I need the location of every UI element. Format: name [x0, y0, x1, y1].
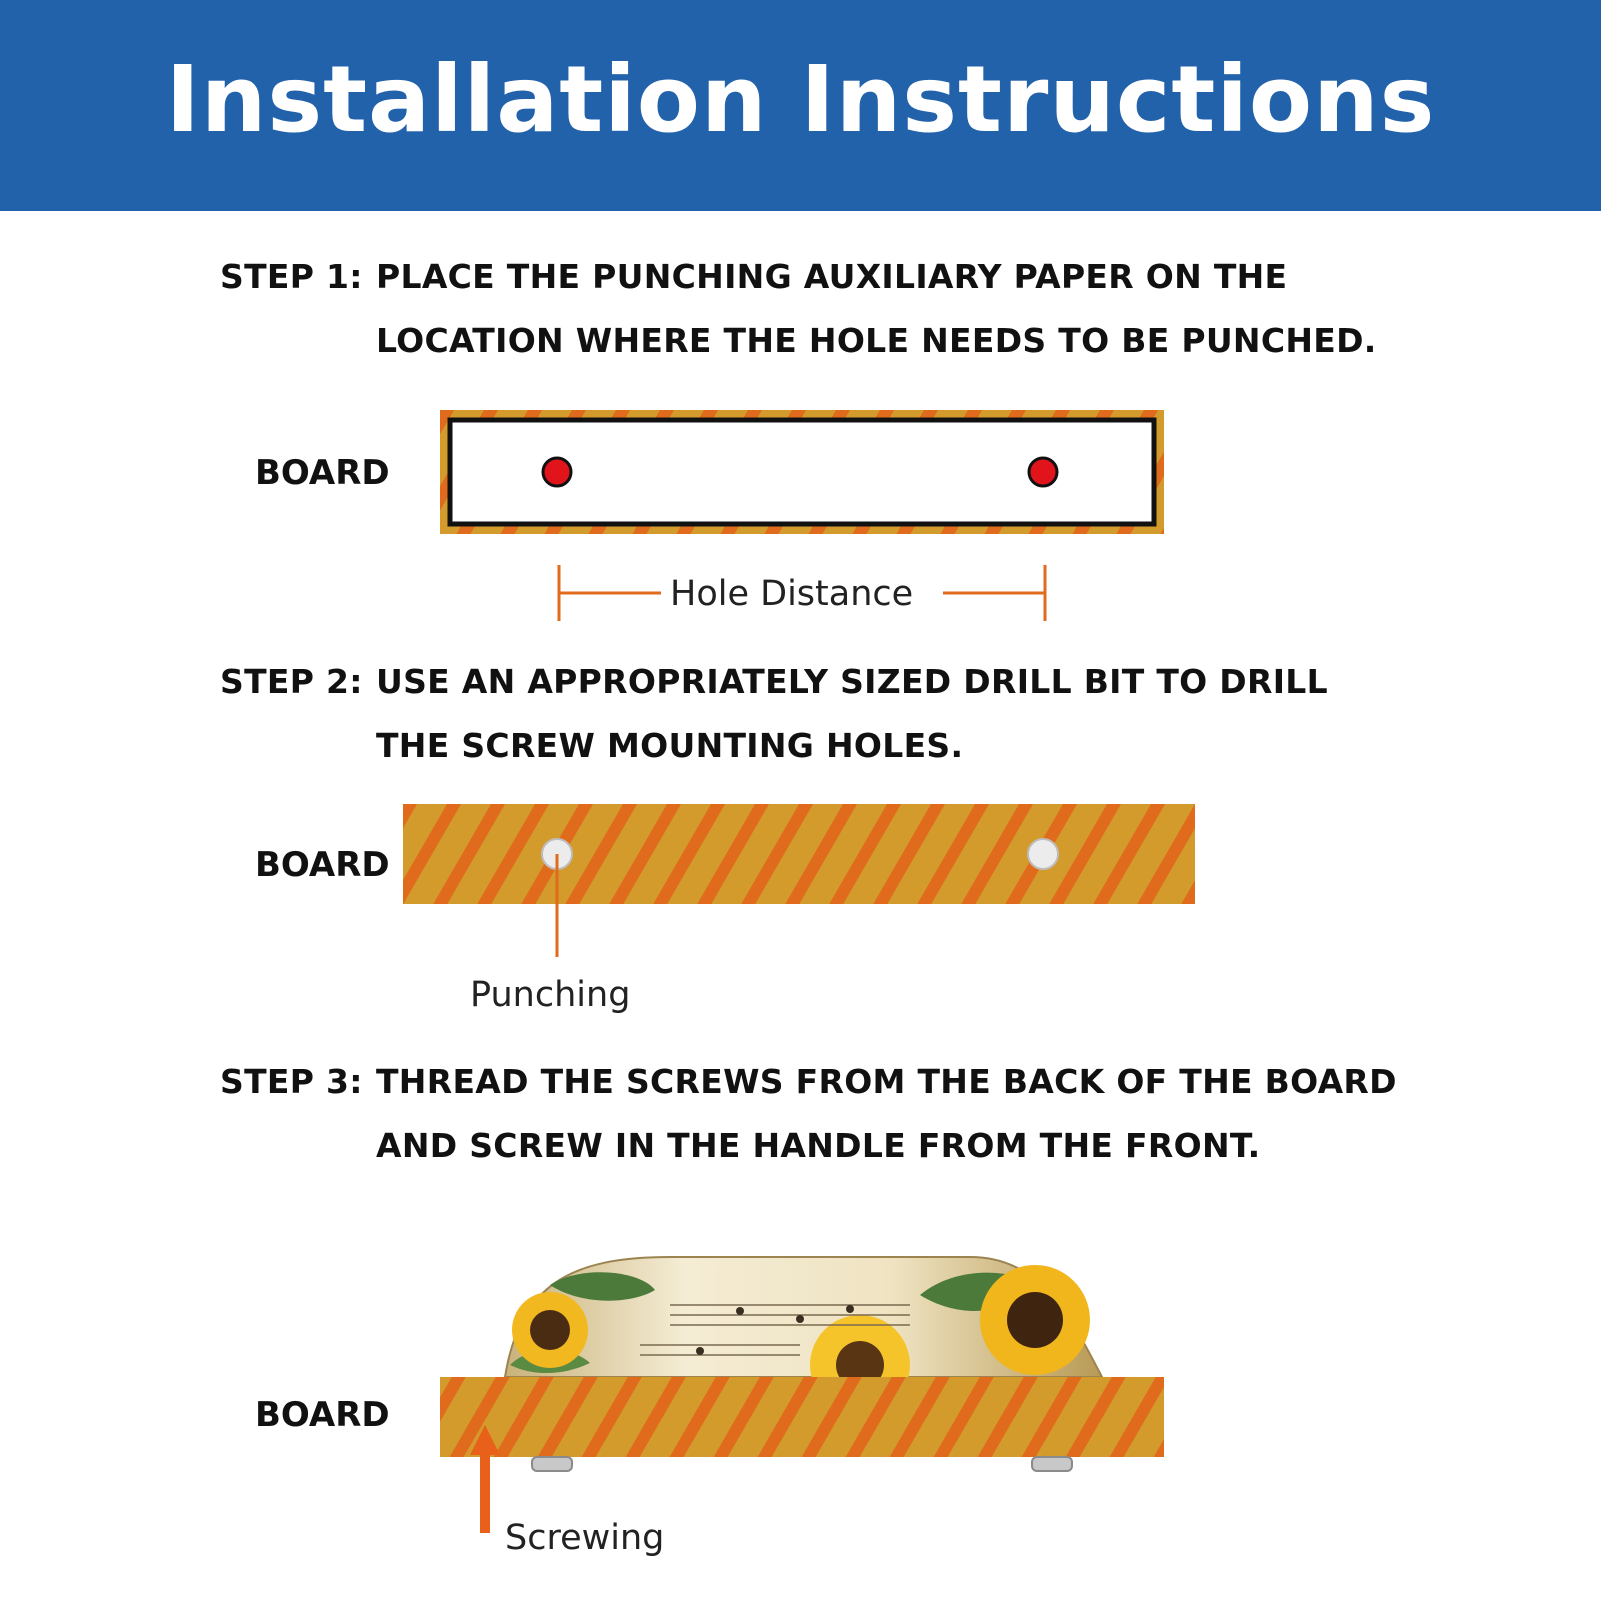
step-3-label: STEP 3: — [220, 1062, 363, 1101]
drilled-hole-icon — [1028, 839, 1058, 869]
step-1-text — [376, 245, 1576, 373]
header-banner — [0, 0, 1601, 211]
step-1-line-1: PLACE THE PUNCHING AUXILIARY PAPER ON THE — [376, 257, 1288, 296]
board-2 — [403, 804, 1195, 904]
hole-marker-icon — [543, 458, 571, 486]
step-1-label: STEP 1: — [220, 257, 363, 296]
step-2-text — [376, 650, 1576, 778]
punching-label: Punching — [470, 975, 631, 1015]
hole-marker-icon — [1029, 458, 1057, 486]
step-3-board-diagram — [440, 1245, 1164, 1545]
step-1-board-diagram — [440, 410, 1164, 534]
hole-distance-label: Hole Distance — [670, 574, 914, 614]
board-label-2: BOARD — [255, 845, 390, 885]
step-2-board-diagram — [403, 804, 1195, 904]
screw-head-icon — [1032, 1457, 1072, 1471]
step-2-line-1: USE AN APPROPRIATELY SIZED DRILL BIT TO DRILL — [376, 662, 1328, 701]
board-label-3: BOARD — [255, 1395, 390, 1435]
step-3-text — [376, 1050, 1576, 1178]
step-3-line-2: AND SCREW IN THE HANDLE FROM THE FRONT. — [376, 1126, 1261, 1165]
step-2-line-2: THE SCREW MOUNTING HOLES. — [376, 726, 964, 765]
step-1-line-2: LOCATION WHERE THE HOLE NEEDS TO BE PUNCHED. — [376, 321, 1377, 360]
screw-head-icon — [532, 1457, 572, 1471]
board-label-1: BOARD — [255, 453, 390, 493]
board-3 — [440, 1377, 1164, 1457]
page-title: Installation Instructions — [165, 46, 1436, 153]
screwing-label: Screwing — [505, 1518, 665, 1558]
step-3-line-1: THREAD THE SCREWS FROM THE BACK OF THE BOARD — [376, 1062, 1397, 1101]
step-2-label: STEP 2: — [220, 662, 363, 701]
